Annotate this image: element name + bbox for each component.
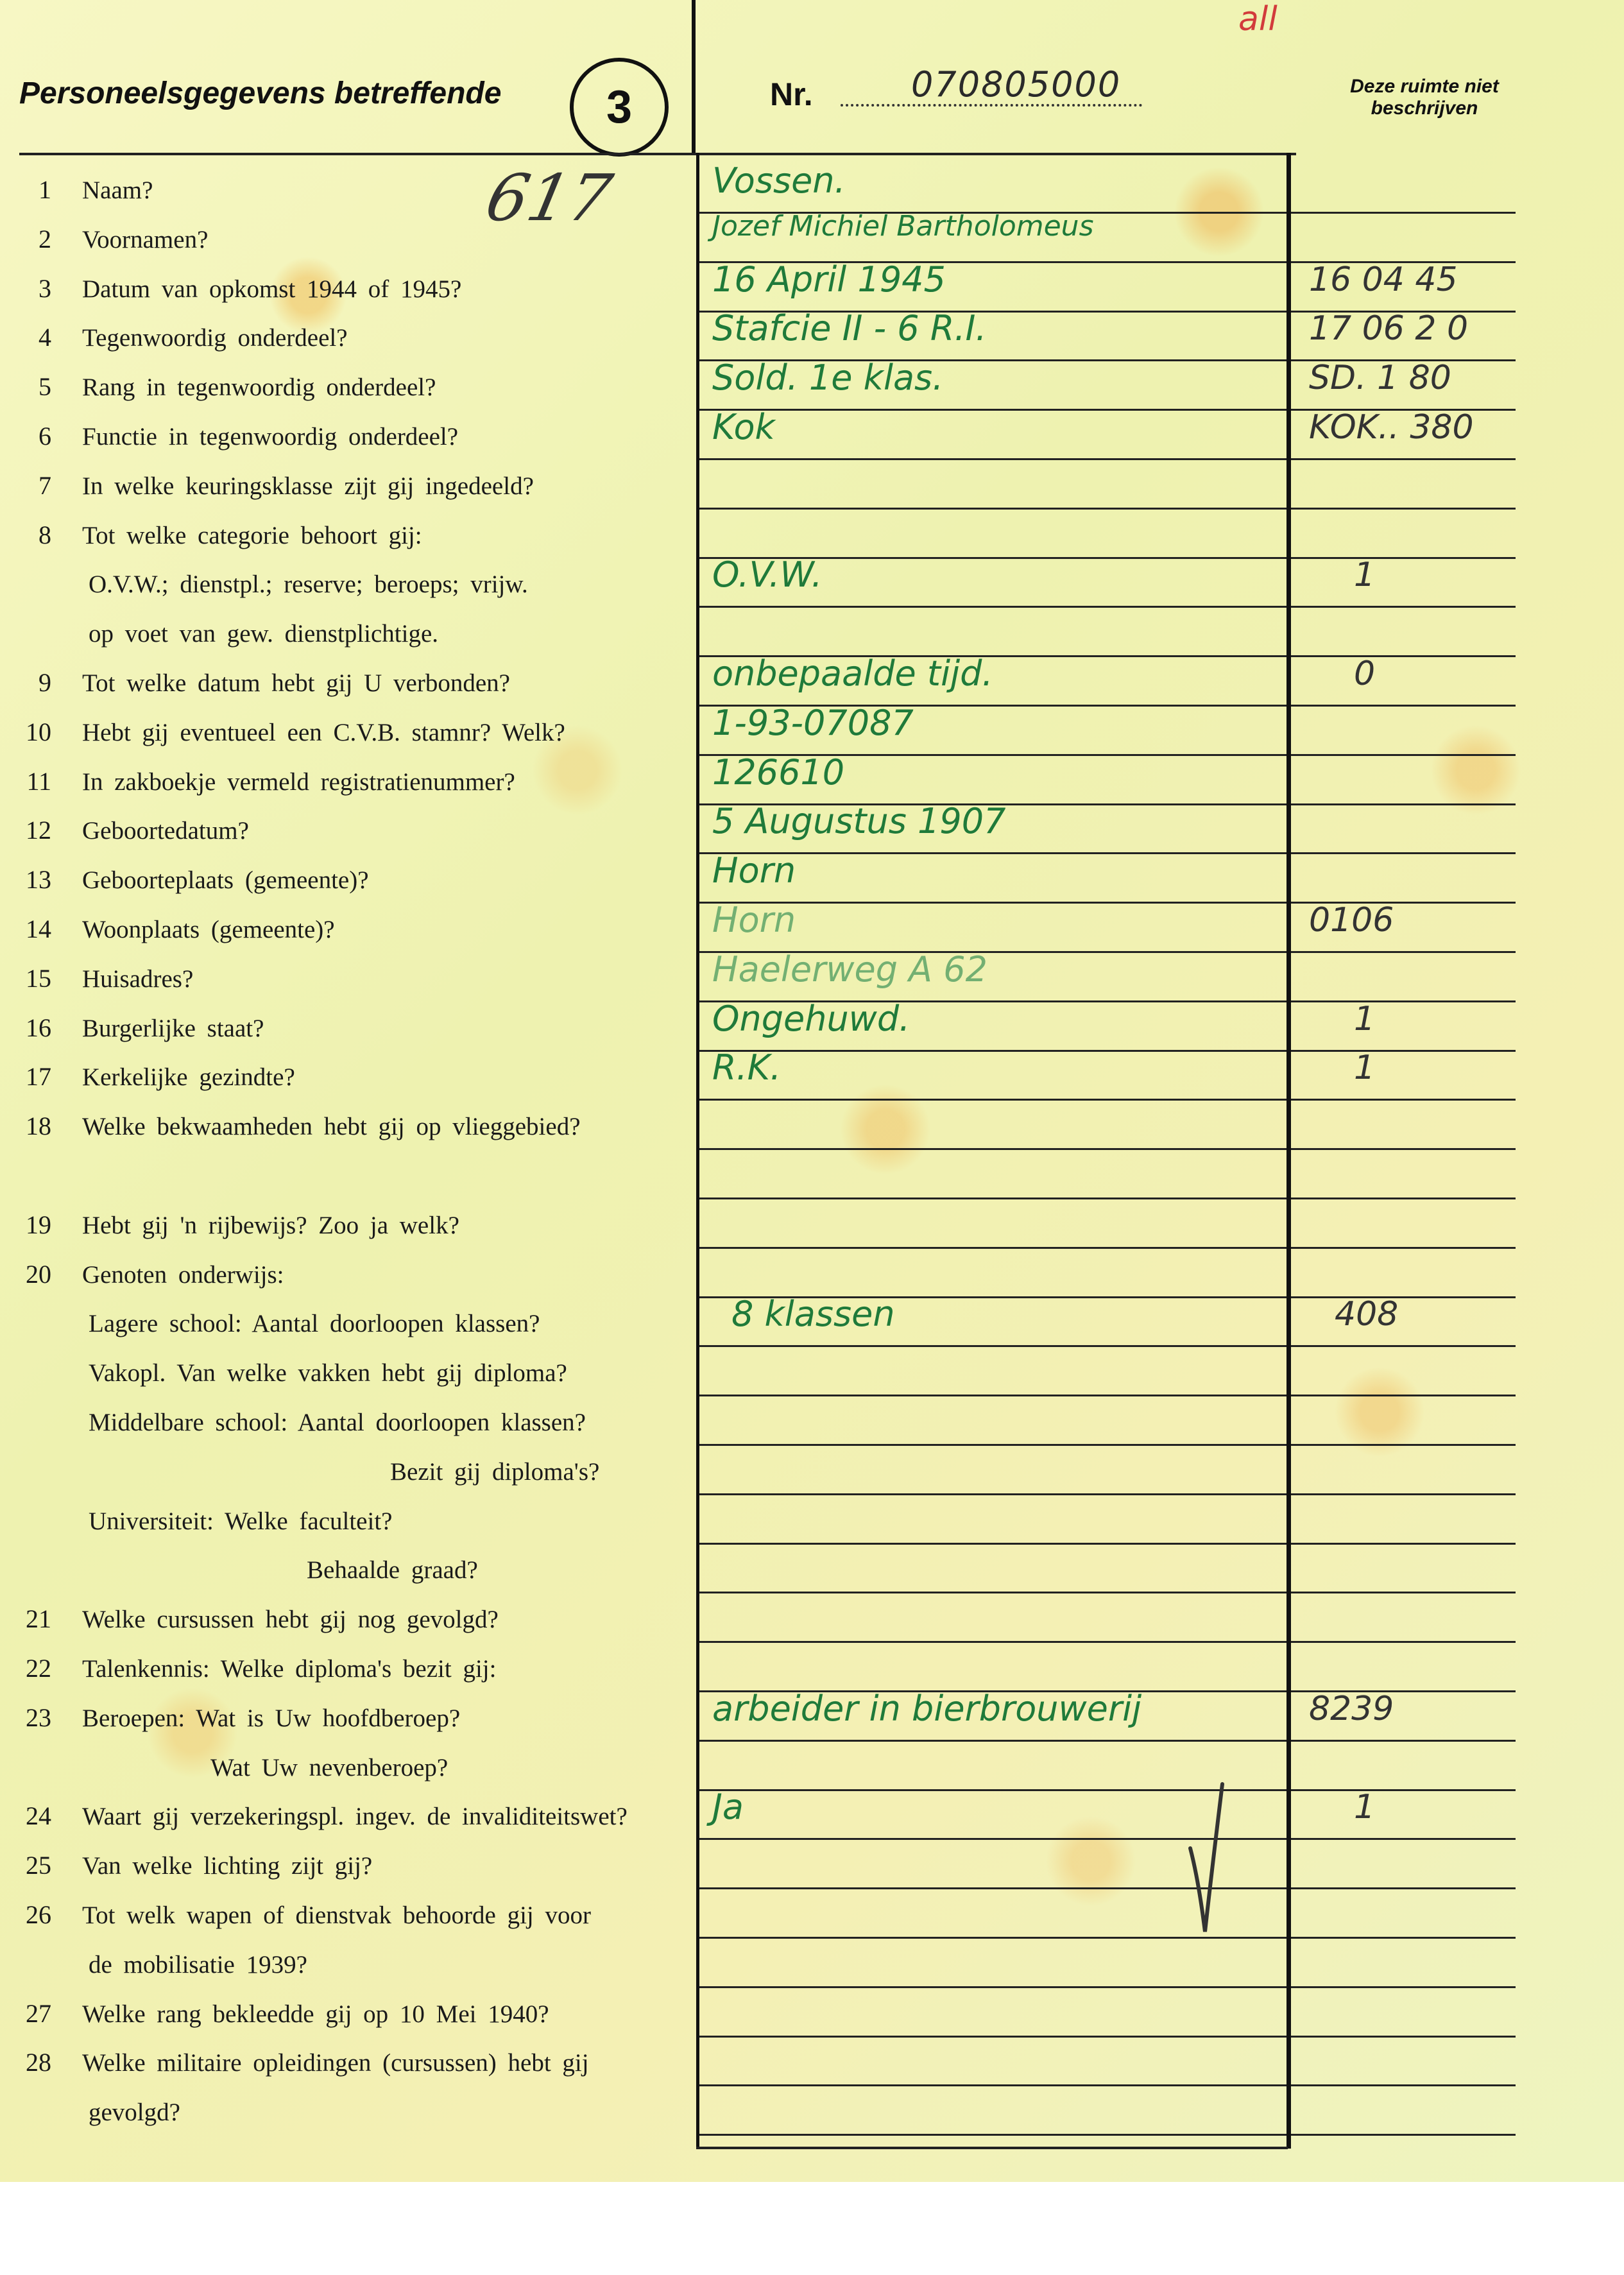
row-number: 2	[38, 224, 51, 253]
question-text: Rang in tegenwoordig onderdeel?	[82, 373, 436, 402]
code-rule	[1291, 852, 1516, 854]
answer-rule	[699, 1493, 1286, 1495]
question-text: Burgerlijke staat?	[82, 1014, 264, 1042]
question-text: O.V.W.; dienstpl.; reserve; beroeps; vrijw.	[89, 571, 528, 599]
code-rule	[1291, 1740, 1516, 1742]
row-number: 27	[26, 1998, 51, 2028]
answer-rule	[699, 2036, 1286, 2038]
answer-rule	[699, 1247, 1286, 1249]
question-text: op voet van gew. dienstplichtige.	[89, 620, 439, 648]
question-text: Beroepen: Wat is Uw hoofdberoep?	[82, 1704, 461, 1732]
handwritten-answer: Stafcie II - 6 R.I.	[712, 308, 987, 349]
handwritten-answer: Sold. 1e klas.	[712, 357, 944, 399]
red-annotation: all	[1238, 0, 1278, 39]
admin-code: 0	[1354, 655, 1376, 693]
row-number: 5	[38, 372, 51, 402]
question-text: Behaalde graad?	[307, 1556, 478, 1584]
question-text: Hebt gij 'n rijbewijs? Zoo ja welk?	[82, 1211, 459, 1239]
code-rule	[1291, 1296, 1516, 1298]
admin-code: 408	[1335, 1295, 1399, 1334]
code-rule	[1291, 951, 1516, 953]
code-rule	[1291, 803, 1516, 805]
code-rule	[1291, 1345, 1516, 1347]
code-rule	[1291, 212, 1516, 214]
row-number: 21	[26, 1604, 51, 1634]
code-rule	[1291, 1838, 1516, 1840]
code-rule	[1291, 508, 1516, 510]
row-number: 15	[26, 963, 51, 993]
admin-code: KOK.. 380	[1309, 408, 1474, 447]
code-rule	[1291, 1789, 1516, 1791]
row-number: 14	[26, 914, 51, 943]
divider-vertical-center	[692, 0, 696, 154]
row-number: 24	[26, 1801, 51, 1831]
question-text: Waart gij verzekeringspl. ingev. de invaliditeitswet?	[82, 1803, 628, 1831]
code-rule	[1291, 557, 1516, 559]
answer-rule	[699, 606, 1286, 608]
answer-rule	[699, 1740, 1286, 1742]
handwritten-answer: Ongehuwd.	[712, 998, 910, 1039]
admin-code: 17 06 2 0	[1309, 309, 1469, 348]
question-text: Middelbare school: Aantal doorloopen klassen?	[89, 1409, 586, 1436]
question-text: Woonplaats (gemeente)?	[82, 916, 335, 943]
code-rule	[1291, 1937, 1516, 1939]
handwritten-answer: O.V.W.	[712, 554, 823, 596]
admin-code: 1	[1354, 1788, 1376, 1827]
code-rule	[1291, 1099, 1516, 1101]
question-text: Welke cursussen hebt gij nog gevolgd?	[82, 1606, 499, 1634]
row-number: 23	[26, 1703, 51, 1732]
code-rule	[1291, 1198, 1516, 1199]
code-rule	[1291, 754, 1516, 756]
form-title: Personeelsgegevens betreffende	[19, 76, 502, 110]
row-number: 16	[26, 1013, 51, 1042]
handwritten-annotation: 617	[479, 160, 619, 236]
row-number: 12	[26, 816, 51, 845]
question-text: Genoten onderwijs:	[82, 1260, 284, 1289]
code-rule	[1291, 1986, 1516, 1988]
row-number: 18	[26, 1112, 51, 1141]
row-number: 19	[26, 1210, 51, 1239]
question-text: Talenkennis: Welke diploma's bezit gij:	[82, 1655, 497, 1683]
code-rule	[1291, 1592, 1516, 1593]
handwritten-answer: 126610	[712, 751, 845, 793]
question-text: Tegenwoordig onderdeel?	[82, 324, 348, 352]
answer-rule	[699, 1444, 1286, 1446]
code-rule	[1291, 1543, 1516, 1545]
row-number: 7	[38, 470, 51, 500]
answer-rule	[699, 2084, 1286, 2086]
handwritten-answer: onbepaalde tijd.	[712, 653, 993, 694]
handwritten-answer: arbeider in bierbrouwerij	[712, 1688, 1142, 1729]
answer-rule	[699, 508, 1286, 510]
question-text: Kerkelijke gezindte?	[82, 1063, 295, 1092]
header-rule	[19, 153, 1296, 155]
question-text: Voornamen?	[82, 225, 209, 253]
bottom-rule	[696, 2147, 1288, 2149]
answer-rule	[699, 458, 1286, 460]
handwritten-answer: 16 April 1945	[712, 259, 946, 300]
nr-label: Nr.	[770, 76, 813, 112]
code-rule	[1291, 1641, 1516, 1643]
reserved-space-note: Deze ruimte niet beschrijven	[1350, 76, 1499, 119]
answer-rule	[699, 1543, 1286, 1545]
question-text: Naam?	[82, 176, 153, 204]
code-rule	[1291, 1444, 1516, 1446]
question-text: Geboortedatum?	[82, 817, 249, 845]
row-number: 10	[26, 717, 51, 746]
checkmark-icon	[1187, 1778, 1226, 1938]
admin-code: 1	[1354, 1049, 1376, 1088]
answer-rule	[699, 1099, 1286, 1101]
handwritten-answer: Horn	[712, 900, 796, 940]
answer-rule	[699, 409, 1286, 411]
code-rule	[1291, 1000, 1516, 1002]
handwritten-answer: Kok	[712, 407, 775, 447]
admin-code: 16 04 45	[1309, 260, 1458, 299]
admin-code: SD. 1 80	[1309, 359, 1451, 398]
handwritten-answer: 8 klassen	[731, 1294, 895, 1335]
question-text: Welke bekwaamheden hebt gij op vlieggebied?	[82, 1113, 581, 1141]
row-number: 11	[26, 766, 51, 796]
code-rule	[1291, 458, 1516, 460]
row-number: 13	[26, 865, 51, 895]
question-text: Functie in tegenwoordig onderdeel?	[82, 423, 459, 451]
handwritten-answer: Ja	[712, 1787, 744, 1828]
question-text: Datum van opkomst 1944 of 1945?	[82, 275, 462, 303]
question-text: Welke militaire opleidingen (cursussen) hebt gij	[82, 2049, 589, 2077]
question-text: de mobilisatie 1939?	[89, 1950, 307, 1979]
code-rule	[1291, 2134, 1516, 2136]
row-number: 20	[26, 1259, 51, 1289]
row-number: 4	[38, 323, 51, 352]
handwritten-answer: 1-93-07087	[712, 702, 914, 743]
answer-rule	[699, 1592, 1286, 1593]
code-rule	[1291, 1395, 1516, 1396]
handwritten-answer: R.K.	[712, 1047, 782, 1088]
code-rule	[1291, 1050, 1516, 1052]
admin-code: 8239	[1309, 1689, 1394, 1728]
admin-code: 1	[1354, 999, 1376, 1038]
question-text: Hebt gij eventueel een C.V.B. stamnr? Welk?	[82, 718, 565, 746]
code-rule	[1291, 1148, 1516, 1150]
question-text: Universiteit: Welke faculteit?	[89, 1507, 393, 1535]
question-text: In welke keuringsklasse zijt gij ingedeeld?	[82, 472, 534, 500]
code-rule	[1291, 1887, 1516, 1889]
code-rule	[1291, 1493, 1516, 1495]
question-text: Huisadres?	[82, 965, 194, 993]
answer-rule	[699, 1986, 1286, 1988]
row-number: 17	[26, 1062, 51, 1092]
question-text: Tot welke datum hebt gij U verbonden?	[82, 669, 510, 697]
handwritten-answer: Horn	[712, 850, 796, 891]
code-rule	[1291, 1247, 1516, 1249]
row-number: 28	[26, 2048, 51, 2077]
nr-value: 070805000	[911, 64, 1122, 105]
row-number: 25	[26, 1851, 51, 1880]
answer-rule	[699, 1148, 1286, 1150]
answer-column-right-rule	[1286, 153, 1291, 2149]
answer-rule	[699, 1198, 1286, 1199]
question-text: Tot welke categorie behoort gij:	[82, 521, 422, 549]
question-text: In zakboekje vermeld registratienummer?	[82, 768, 515, 796]
row-number: 1	[38, 175, 51, 204]
question-text: gevolgd?	[89, 2099, 180, 2127]
question-text: Wat Uw nevenberoep?	[210, 1753, 449, 1781]
handwritten-answer: Jozef Michiel Bartholomeus	[712, 209, 1094, 243]
admin-code: 1	[1354, 556, 1376, 595]
handwritten-answer: 5 Augustus 1907	[712, 801, 1006, 842]
question-text: Tot welk wapen of dienstvak behoorde gij voor	[82, 1902, 592, 1929]
row-number: 3	[38, 273, 51, 303]
handwritten-answer: Vossen.	[712, 160, 846, 201]
row-number: 22	[26, 1654, 51, 1683]
answer-rule	[699, 1050, 1286, 1052]
answer-rule	[699, 1345, 1286, 1347]
code-rule	[1291, 2036, 1516, 2038]
question-text: Welke rang bekleedde gij op 10 Mei 1940?	[82, 2000, 549, 2028]
question-text: Vakopl. Van welke vakken hebt gij diploma?	[89, 1359, 567, 1387]
code-rule	[1291, 2084, 1516, 2086]
question-text: Geboorteplaats (gemeente)?	[82, 866, 369, 895]
question-text: Lagere school: Aantal doorloopen klassen?	[89, 1310, 540, 1338]
admin-code: 0106	[1309, 901, 1394, 940]
question-text: Bezit gij diploma's?	[390, 1457, 600, 1486]
handwritten-answer: Haelerweg A 62	[712, 949, 987, 990]
answer-rule	[699, 2134, 1286, 2136]
answer-column-left-rule	[696, 153, 699, 2149]
code-rule	[1291, 655, 1516, 657]
answer-rule	[699, 1641, 1286, 1643]
row-number: 9	[38, 668, 51, 697]
row-number: 26	[26, 1900, 51, 1929]
row-number: 8	[38, 520, 51, 549]
answer-rule	[699, 1395, 1286, 1396]
code-rule	[1291, 705, 1516, 707]
question-text: Van welke lichting zijt gij?	[82, 1852, 373, 1880]
form-number-badge: 3	[570, 58, 669, 157]
row-number: 6	[38, 422, 51, 451]
code-rule	[1291, 606, 1516, 608]
